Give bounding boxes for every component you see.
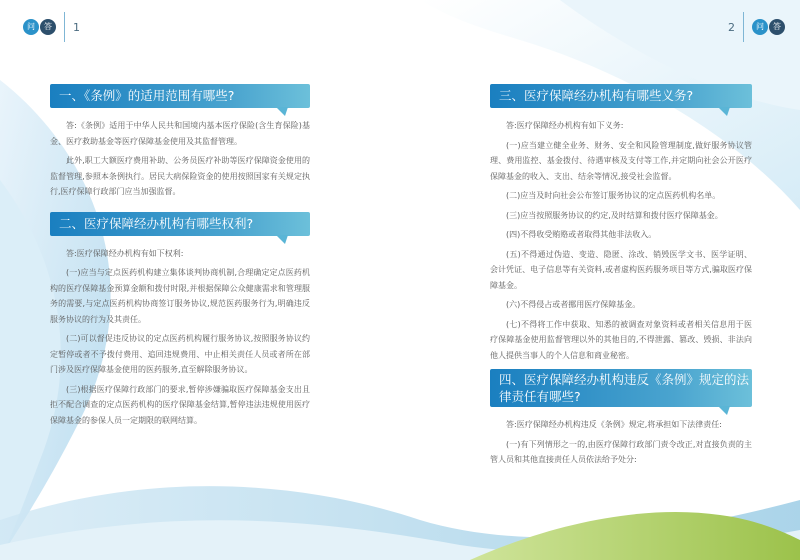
section-title: 三、医疗保障经办机构有哪些义务? bbox=[499, 88, 694, 103]
section-heading-scope bbox=[50, 84, 310, 108]
heading-tail bbox=[276, 235, 288, 244]
paragraph: 答:医疗保障经办机构有如下权利: bbox=[66, 248, 184, 258]
qa-badge-char-da: 答 bbox=[769, 19, 785, 35]
page-number-right: 2 bbox=[728, 20, 735, 34]
paragraph: (四)不得收受贿赂或者取得其他非法收入。 bbox=[506, 230, 657, 239]
paragraph: (三)应当按照服务协议的约定,及时结算和拨付医疗保障基金。 bbox=[506, 210, 723, 220]
section-title: 一、《条例》的适用范围有哪些? bbox=[59, 88, 235, 103]
header-right bbox=[728, 12, 785, 42]
header-divider-right bbox=[743, 12, 744, 42]
paragraph: 答:医疗保障经办机构有如下义务: bbox=[506, 121, 624, 130]
heading-tail bbox=[718, 107, 730, 116]
section-title: 二、医疗保障经办机构有哪些权利? bbox=[59, 215, 254, 231]
qa-badge-left bbox=[23, 19, 56, 35]
header-left bbox=[23, 12, 80, 42]
paragraph: (二)可以督促违反协议的定点医药机构履行服务协议,按照服务协议约定暂停或者不予拨付费用、追回违规费用、中止相关责任人员或者所在部门涉及医疗保障基金使用的医药服务,直至解除服务协议。 bbox=[50, 334, 310, 374]
paragraph: (一)应当建立健全业务、财务、安全和风险管理制度,做好服务协议管理、费用监控、基金拨付、待遇审核及支付等工作,并定期向社会公开医疗保障基金的收入、支出、结余等情况,接受社会监督。 bbox=[490, 140, 752, 181]
paragraph: 答:医疗保障经办机构违反《条例》规定,将承担如下法律责任: bbox=[506, 420, 722, 429]
paragraph: (五)不得通过伪造、变造、隐匿、涂改、销毁医学文书、医学证明、会计凭证、电子信息等有关资料,或者虚构医药服务项目等方式,骗取医疗保障基金。 bbox=[490, 249, 752, 290]
paragraph: 答:《条例》适用于中华人民共和国境内基本医疗保险(含生育保险)基金、医疗救助基金等医疗保障基金使用及其监督管理。 bbox=[50, 121, 310, 146]
paragraph: (一)有下列情形之一的,由医疗保障行政部门责令改正,对直接负责的主管人员和其他直接责任人员依法给予处分: bbox=[490, 439, 752, 464]
page-number-left: 1 bbox=[73, 20, 80, 34]
paragraph: (二)应当及时向社会公布签订服务协议的定点医药机构名单。 bbox=[506, 191, 721, 200]
heading-tail bbox=[276, 107, 288, 116]
qa-badge-right bbox=[752, 19, 785, 35]
header-divider-left bbox=[64, 12, 65, 42]
paragraph: (一)应当与定点医药机构建立集体谈判协商机制,合理确定定点医药机构的医疗保障基金预算金额和拨付时限,并根据保障公众健康需求和管理服务的需要,与定点医药机构协商签订服务协议,规范医药服务行为,明确违反服务协议的行为及其责任。 bbox=[50, 268, 310, 324]
qa-badge-char-wen: 问 bbox=[23, 19, 39, 35]
paragraph: (三)根据医疗保障行政部门的要求,暂停涉嫌骗取医疗保障基金支出且拒不配合调查的定点医药机构的医疗保障基金结算,暂停违法违规使用医疗保障基金的参保人员一定期限的联网结算。 bbox=[50, 384, 310, 425]
right-page-content bbox=[490, 84, 752, 472]
paragraph: 此外,职工大额医疗费用补助、公务员医疗补助等医疗保障资金使用的监督管理,参照本条例执行。居民大病保险资金的使用按照国家有关规定执行,医疗保障行政部门应当加强监督。 bbox=[50, 156, 310, 196]
heading-tail bbox=[718, 406, 730, 415]
qa-badge-char-wen: 问 bbox=[752, 19, 768, 35]
section-heading-rights bbox=[50, 212, 310, 236]
left-page-content bbox=[50, 84, 310, 432]
section-heading-liability bbox=[490, 369, 752, 407]
section-title: 四、医疗保障经办机构违反《条例》规定的法律责任有哪些? bbox=[499, 372, 750, 404]
qa-badge-char-da: 答 bbox=[40, 19, 56, 35]
paragraph: (六)不得侵占或者挪用医疗保障基金。 bbox=[506, 300, 641, 309]
paragraph: (七)不得将工作中获取、知悉的被调查对象资料或者相关信息用于医疗保障基金使用监督管理以外的其他目的,不得泄露、篡改、毁损、非法向他人提供当事人的个人信息和商业秘密。 bbox=[490, 319, 752, 360]
section-heading-obligations bbox=[490, 84, 752, 108]
